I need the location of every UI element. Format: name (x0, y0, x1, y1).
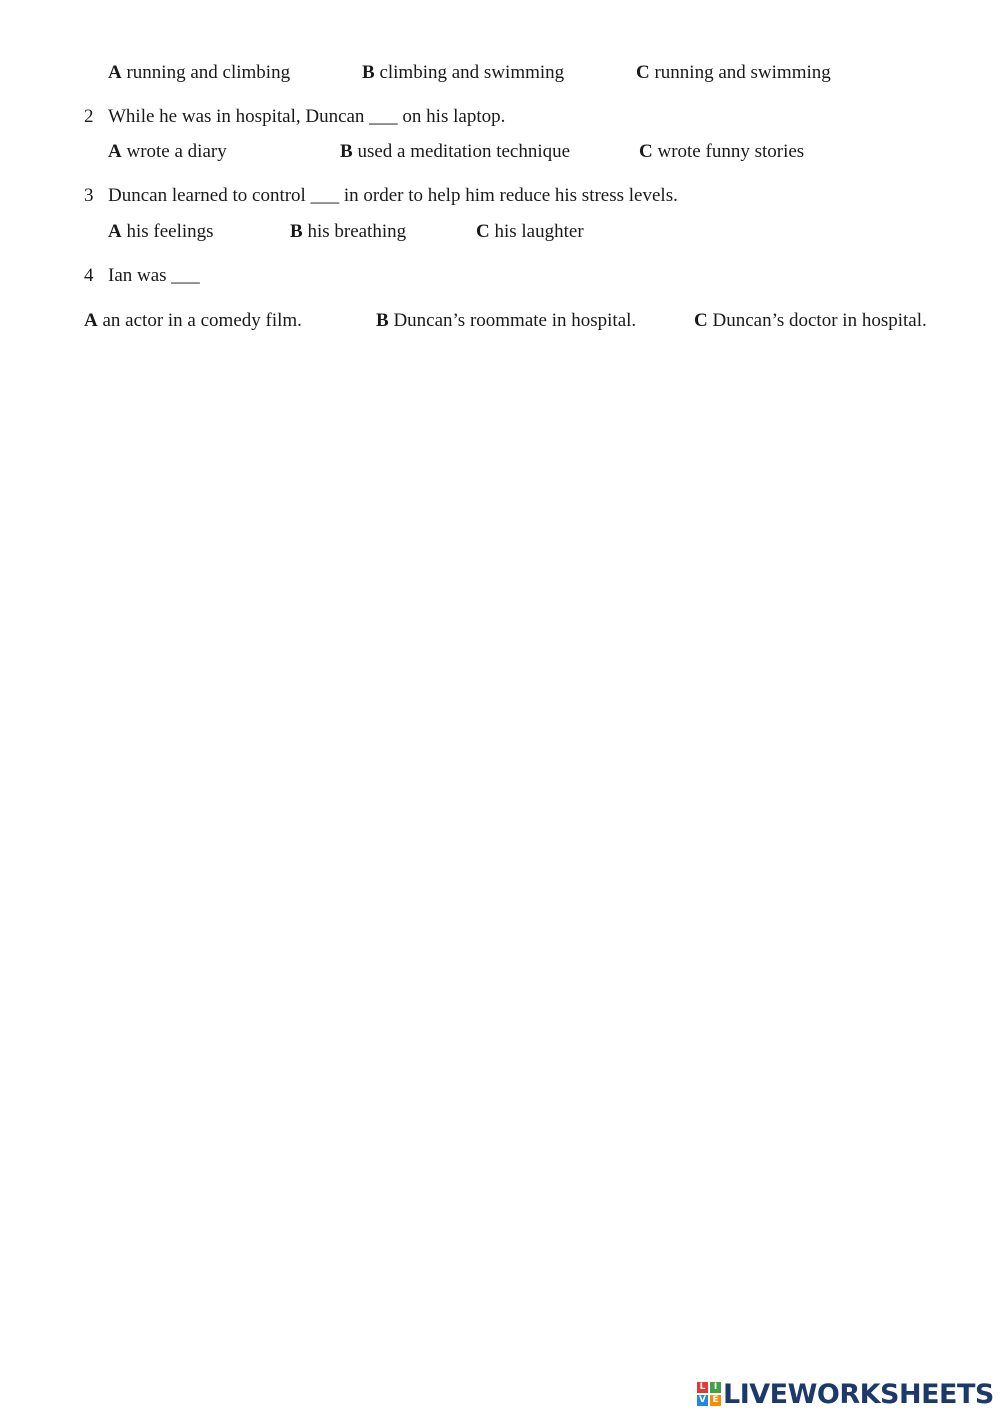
q2-option-b[interactable] (340, 140, 570, 164)
q1-option-b[interactable] (362, 61, 564, 85)
option-text: wrote funny stories (657, 141, 805, 162)
option-letter: B (290, 221, 303, 242)
q2-option-a[interactable] (108, 140, 227, 164)
option-text: his feelings (126, 221, 214, 242)
q4-option-c[interactable] (694, 309, 927, 333)
option-text: running and climbing (126, 62, 291, 83)
option-text: his laughter (494, 221, 584, 242)
option-text: an actor in a comedy film. (102, 310, 302, 331)
option-letter: C (636, 62, 650, 83)
q1-option-a[interactable] (108, 61, 290, 85)
question-text: Ian was ___ (108, 265, 200, 286)
option-letter: A (84, 310, 98, 331)
q3-option-b[interactable] (290, 220, 406, 244)
option-letter: A (108, 221, 122, 242)
option-text: his breathing (307, 221, 407, 242)
logo-block: V (697, 1395, 708, 1406)
option-text: running and swimming (654, 62, 831, 83)
option-letter: B (376, 310, 389, 331)
option-letter: C (694, 310, 708, 331)
option-letter: A (108, 141, 122, 162)
q1-option-c[interactable] (636, 61, 831, 85)
option-text: Duncan’s doctor in hospital. (712, 310, 927, 331)
logo-block: I (710, 1382, 721, 1393)
q3-option-c[interactable] (476, 220, 584, 244)
q4-option-a[interactable] (84, 309, 302, 333)
liveworksheets-logo (697, 1378, 994, 1410)
question-text: Duncan learned to control ___ in order to help him reduce his stress levels. (108, 185, 678, 206)
q2-option-c[interactable] (639, 140, 804, 164)
q3-option-a[interactable] (108, 220, 214, 244)
option-text: wrote a diary (126, 141, 227, 162)
option-letter: C (639, 141, 653, 162)
question-number: 2 (84, 106, 94, 127)
question-number: 4 (84, 265, 94, 286)
logo-block: E (710, 1395, 721, 1406)
logo-text: LIVEWORKSHEETS (723, 1378, 994, 1410)
question-text: While he was in hospital, Duncan ___ on his laptop. (108, 106, 506, 127)
option-letter: C (476, 221, 490, 242)
q4-option-b[interactable] (376, 309, 636, 333)
logo-block: L (697, 1382, 708, 1393)
option-text: used a meditation technique (357, 141, 571, 162)
option-text: Duncan’s roommate in hospital. (393, 310, 637, 331)
logo-blocks-icon (697, 1382, 721, 1406)
option-text: climbing and swimming (379, 62, 565, 83)
question-number: 3 (84, 185, 94, 206)
option-letter: A (108, 62, 122, 83)
option-letter: B (340, 141, 353, 162)
option-letter: B (362, 62, 375, 83)
